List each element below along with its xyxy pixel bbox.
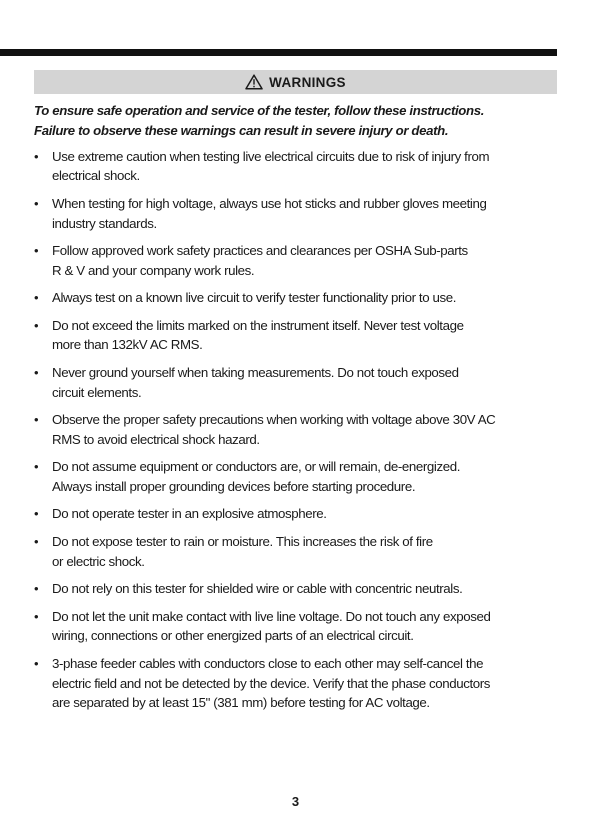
bullet-icon: •	[34, 534, 39, 550]
warning-text-line: When testing for high voltage, always use hot sticks and rubber gloves meeting	[52, 196, 487, 212]
warnings-heading-bar	[34, 70, 557, 94]
warnings-list	[34, 147, 560, 721]
warning-text-line: Do not let the unit make contact with live line voltage. Do not touch any exposed	[52, 608, 491, 624]
warning-item	[34, 288, 560, 307]
warning-text-line: or electric shock.	[52, 553, 145, 569]
warning-text-line: Never ground yourself when taking measurements. Do not touch exposed	[52, 365, 459, 381]
warning-text-line: RMS to avoid electrical shock hazard.	[52, 431, 260, 447]
warning-text-line: industry standards.	[52, 215, 157, 231]
top-rule	[0, 49, 557, 56]
warning-item	[34, 147, 560, 186]
warning-item	[34, 410, 560, 449]
warning-item	[34, 316, 560, 355]
warning-text-line: Do not exceed the limits marked on the instrument itself. Never test voltage	[52, 318, 464, 334]
warning-text-line: Do not assume equipment or conductors are, or will remain, de-energized.	[52, 459, 460, 475]
warning-item	[34, 504, 560, 523]
bullet-icon: •	[34, 243, 39, 259]
intro-line: To ensure safe operation and service of the tester, follow these instructions.	[34, 103, 485, 118]
bullet-icon: •	[34, 196, 39, 212]
warning-text-line: Always install proper grounding devices before starting procedure.	[52, 478, 416, 494]
warning-item	[34, 363, 560, 402]
warning-text-line: 3-phase feeder cables with conductors close to each other may self-cancel the	[52, 656, 484, 672]
warning-item	[34, 241, 560, 280]
intro-line: Failure to observe these warnings can result in severe injury or death.	[34, 122, 449, 138]
page-number: 3	[291, 794, 300, 809]
warning-text-line: electrical shock.	[52, 168, 140, 184]
warning-text-line: are separated by at least 15" (381 mm) before testing for AC voltage.	[52, 694, 430, 710]
warning-item	[34, 607, 560, 646]
bullet-icon: •	[34, 149, 39, 164]
warning-item	[34, 532, 560, 571]
warning-item	[34, 654, 560, 712]
warnings-heading	[245, 74, 346, 90]
warning-text-line: more than 132kV AC RMS.	[52, 337, 203, 353]
warning-text-line: Use extreme caution when testing live electrical circuits due to risk of injury from	[52, 149, 490, 164]
warnings-title: WARNINGS	[269, 74, 346, 90]
bullet-icon: •	[34, 459, 39, 475]
warning-text-line: Observe the proper safety precautions when working with voltage above 30V AC	[52, 412, 496, 428]
bullet-icon: •	[34, 581, 39, 597]
intro-statement	[34, 101, 564, 140]
bullet-icon: •	[34, 656, 39, 672]
warning-text-line: Do not expose tester to rain or moisture. This increases the risk of fire	[52, 534, 433, 550]
warning-item	[34, 457, 560, 496]
warning-text-line: R & V and your company work rules.	[52, 262, 255, 278]
warning-text-line: Do not rely on this tester for shielded wire or cable with concentric neutrals.	[52, 581, 463, 597]
bullet-icon: •	[34, 412, 39, 428]
bullet-icon: •	[34, 318, 39, 334]
warning-text-line: wiring, connections or other energized parts of an electrical circuit.	[52, 628, 414, 644]
warning-item	[34, 579, 560, 598]
warning-triangle-icon	[245, 74, 263, 90]
warning-text-line: electric field and not be detected by the device. Verify that the phase conductors	[52, 675, 491, 691]
bullet-icon: •	[34, 506, 39, 522]
warning-text-line: circuit elements.	[52, 384, 142, 400]
warning-item	[34, 194, 560, 233]
bullet-icon: •	[34, 365, 39, 381]
warning-text-line: Do not operate tester in an explosive atmosphere.	[52, 506, 327, 522]
bullet-icon: •	[34, 290, 39, 306]
warning-text-line: Always test on a known live circuit to verify tester functionality prior to use.	[52, 290, 457, 306]
bullet-icon: •	[34, 608, 39, 624]
warning-text-line: Follow approved work safety practices and clearances per OSHA Sub-parts	[52, 243, 468, 259]
